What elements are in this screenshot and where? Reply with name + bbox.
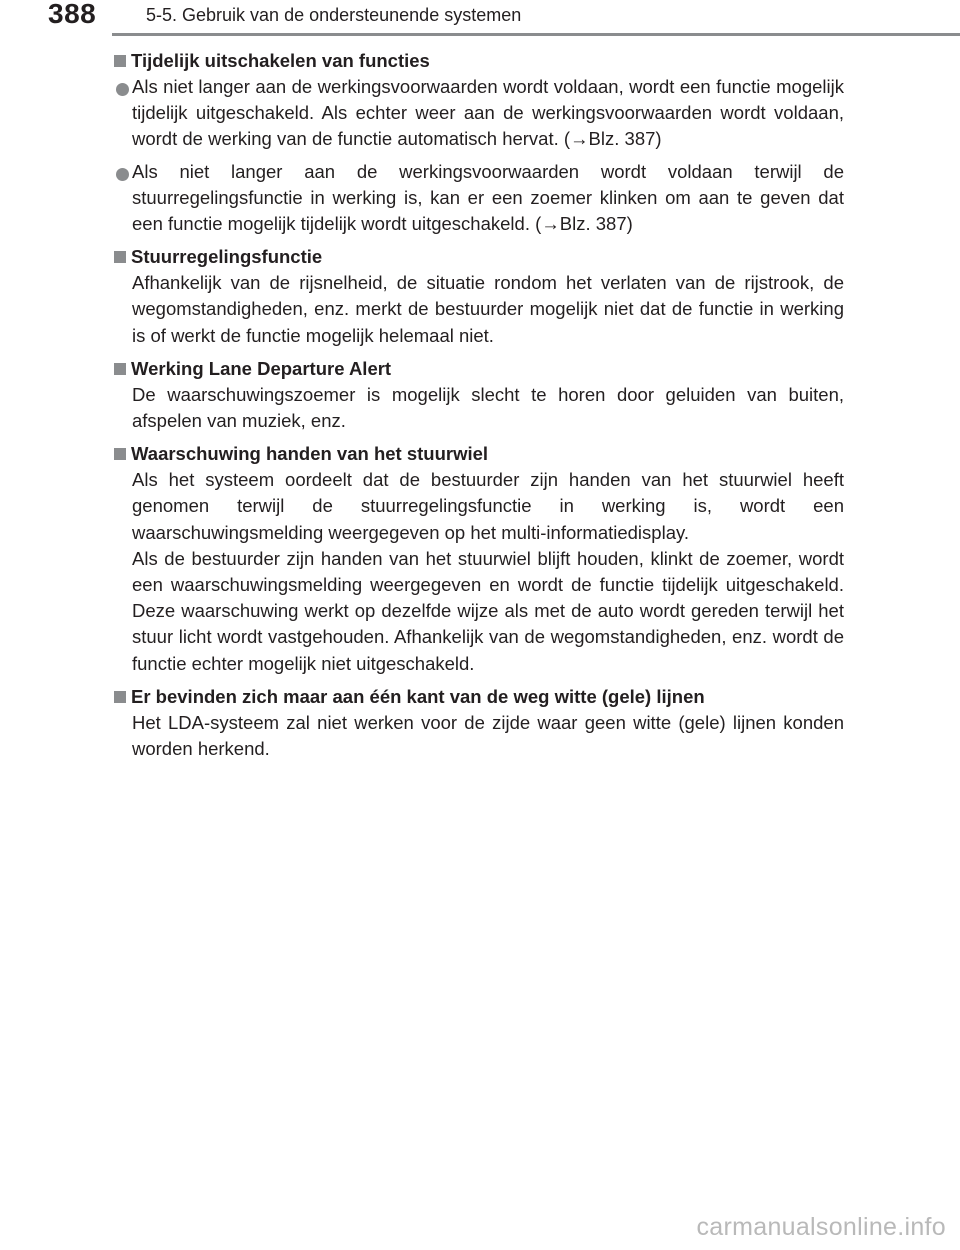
- section-text: Het LDA-systeem zal niet werken voor de zijde waar geen witte (gele) lijnen konden worden herkend.: [132, 711, 844, 760]
- section-title: Stuurregelingsfunctie: [131, 246, 323, 268]
- square-bullet-icon: [114, 363, 126, 375]
- section-title: Er bevinden zich maar aan één kant van de weg witte (gele) lijnen: [131, 685, 705, 707]
- list-item: [112, 74, 844, 153]
- square-bullet-icon: [114, 691, 126, 703]
- bullet-text: Als niet langer aan de werkingsvoorwaarden wordt voldaan terwijl de stuurregelingsfunctie in werking is, kan er een zoemer klinken om aan te geven dat een functie mogelijk tijdelijk wordt uitgeschakeld. (→Blz. 387): [132, 160, 844, 235]
- section-temporary-disable: [112, 47, 844, 237]
- chapter-title: 5-5. Gebruik van de ondersteunende systemen: [146, 5, 522, 25]
- header-rule: [112, 33, 960, 36]
- watermark: carmanualsonline.info: [696, 1213, 946, 1241]
- section-heading: [112, 355, 844, 382]
- section-title: Werking Lane Departure Alert: [131, 357, 392, 379]
- section-lane-departure-alert: [112, 355, 844, 434]
- section-title: Tijdelijk uitschakelen van functies: [131, 50, 430, 71]
- section-hands-off-warning: [112, 440, 844, 677]
- square-bullet-icon: [114, 448, 126, 460]
- section-heading: [112, 440, 844, 467]
- list-item: [112, 159, 844, 238]
- square-bullet-icon: [114, 251, 126, 263]
- round-bullet-icon: [116, 168, 129, 181]
- section-text: Als het systeem oordeelt dat de bestuurder zijn handen van het stuurwiel heeft genomen terwijl de stuurregelingsfunctie in werking is, wordt een waarschuwingsmelding weergegeven op het multi-informatiedisplay. Als de bestuurder zijn handen van het stuurwiel blijft houden, klinkt de zoemer, wordt een waarschuwingsmelding weergegeven en wordt de functie tijdelijk uitgeschakeld. Deze waarschuwing werkt op dezelfde wijze als met de auto wordt gereden terwijl het stuur licht wordt vastgehouden. Afhankelijk van de wegomstandigheden, enz. wordt de functie echter mogelijk niet uitgeschakeld.: [132, 469, 844, 674]
- section-steering-control: [112, 243, 844, 349]
- section-single-side-lines: [112, 683, 844, 762]
- section-heading: [112, 683, 844, 710]
- page-header: [0, 0, 960, 40]
- square-bullet-icon: [114, 55, 126, 67]
- bullet-text: Als niet langer aan de werkingsvoorwaarden wordt voldaan, wordt een functie mogelijk tijdelijk uitgeschakeld. Als echter weer aan de werkingsvoorwaarden wordt voldaan, wordt de werking van de functie automatisch hervat. (→Blz. 387): [132, 76, 844, 150]
- round-bullet-icon: [116, 83, 129, 96]
- section-heading: [112, 47, 844, 74]
- section-heading: [112, 243, 844, 270]
- page-content: [112, 47, 844, 768]
- section-title: Waarschuwing handen van het stuurwiel: [131, 443, 489, 465]
- page-number: 388: [48, 0, 97, 29]
- section-text: De waarschuwingszoemer is mogelijk slecht te horen door geluiden van buiten, afspelen van muziek, enz.: [132, 383, 844, 432]
- section-text: Afhankelijk van de rijsnelheid, de situatie rondom het verlaten van de rijstrook, de wegomstandigheden, enz. merkt de bestuurder mogelijk niet dat de functie in werking is of werkt de functie mogelijk helemaal niet.: [132, 272, 844, 346]
